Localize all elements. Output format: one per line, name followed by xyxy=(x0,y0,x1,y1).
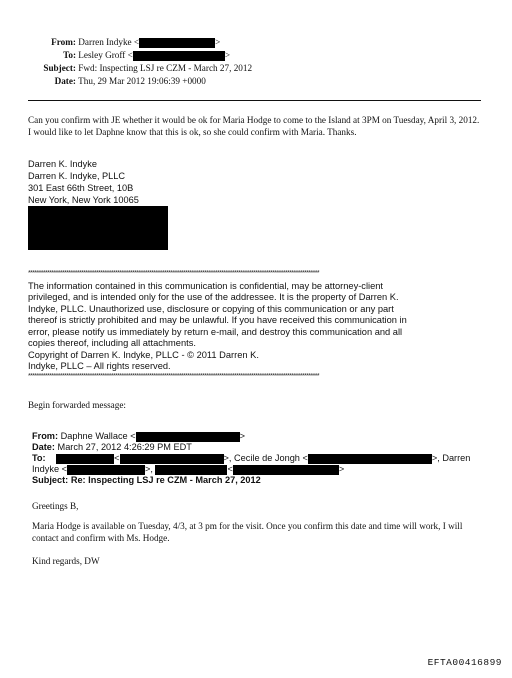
subject-label: Subject: xyxy=(43,63,76,73)
header-to-row: To: Lesley Groff < > xyxy=(28,49,230,62)
signature-name: Darren K. Indyke xyxy=(28,159,97,169)
fwd-to-label: To: xyxy=(32,453,46,463)
date-label: Date: xyxy=(54,76,76,86)
signature-street: 301 East 66th Street, 10B xyxy=(28,183,134,193)
bates-number: EFTA00416899 xyxy=(427,657,502,668)
header-divider xyxy=(28,100,481,101)
forward-intro: Begin forwarded message: xyxy=(28,400,126,410)
redaction-block xyxy=(136,432,240,442)
to-label: To: xyxy=(63,50,76,60)
fwd-to-row: To: < >, Cecile de Jongh < >, Darren xyxy=(32,453,471,463)
from-value: Darren Indyke < xyxy=(78,37,140,47)
signature-firm: Darren K. Indyke, PLLC xyxy=(28,171,126,181)
date-value: Thu, 29 Mar 2012 19:06:39 +0000 xyxy=(78,76,206,86)
copyright-block xyxy=(28,350,259,373)
redaction-block xyxy=(155,465,227,475)
fwd-date-label: Date: xyxy=(32,442,55,452)
fwd-from-label: From: xyxy=(32,431,59,441)
fwd-to-name-2: Cecile de Jongh < xyxy=(234,453,308,463)
signature-city: New York, New York 10065 xyxy=(28,195,139,205)
fwd-subject-value: Re: Inspecting LSJ re CZM - March 27, 2012 xyxy=(70,475,261,485)
fwd-closing: Kind regards, DW xyxy=(32,556,100,566)
header-date-row xyxy=(28,75,206,88)
fwd-date-value: March 27, 2012 4:26:29 PM EDT xyxy=(57,442,192,452)
message-body: Can you confirm with JE whether it would be ok for Maria Hodge to come to the Island at 3PM on Tuesday, April 3, 2012. I would like to let Daphne know that this is ok, so she could confirm with Maria. Thanks. xyxy=(28,115,480,137)
redaction-block xyxy=(133,51,225,61)
redaction-block xyxy=(120,454,224,464)
redaction-block xyxy=(56,454,114,464)
redaction-block xyxy=(308,454,432,464)
disclaimer-bottom-border: ***************************************************************************************************************************************** xyxy=(28,373,320,380)
redaction-block xyxy=(67,465,145,475)
subject-value: Fwd: Inspecting LSJ re CZM - March 27, 2012 xyxy=(78,63,253,73)
fwd-subject-row xyxy=(32,475,261,487)
disclaimer-top-border: ***************************************************************************************************************************************** xyxy=(28,270,320,277)
fwd-from-value: Daphne Wallace < xyxy=(60,431,136,441)
fwd-from-row: From: Daphne Wallace < > xyxy=(32,431,245,441)
signature-block xyxy=(28,158,139,206)
fwd-subject-label: Subject: xyxy=(32,475,69,485)
header-subject-row xyxy=(28,62,252,75)
header-from-row: From: Darren Indyke < > xyxy=(28,36,220,49)
to-value: Lesley Groff < xyxy=(78,50,133,60)
fwd-greeting: Greetings B, xyxy=(32,501,79,511)
redaction-block xyxy=(139,38,215,48)
fwd-date-row xyxy=(32,442,192,454)
from-label: From: xyxy=(51,37,76,47)
redaction-block xyxy=(233,465,339,475)
fwd-message-body: Maria Hodge is available on Tuesday, 4/3, at 3 pm for the visit. Once you confirm this date and time will work, I will contact and confirm with Ms. Hodge. xyxy=(32,521,463,543)
copyright-line-2: Indyke, PLLC – All rights reserved. xyxy=(28,361,171,372)
redaction-block xyxy=(28,206,168,250)
disclaimer-text: The information contained in this communication is confidential, may be attorney-client privileged, and is intended only for the use of the addressee. It is the property of Darren K. Indyke, PLLC. Unauthorized use, disclosure or copying of this communication or any part thereof is strictly prohibited and may be unlawful. If you have received this communication in error, please notify us immediately by return e-mail, and destroy this communication and all copies thereof, including all attachments. xyxy=(28,281,407,349)
fwd-to-row-2: Indyke < >, < > xyxy=(32,464,345,474)
copyright-line-1: Copyright of Darren K. Indyke, PLLC - © 2011 Darren K. xyxy=(28,350,259,360)
